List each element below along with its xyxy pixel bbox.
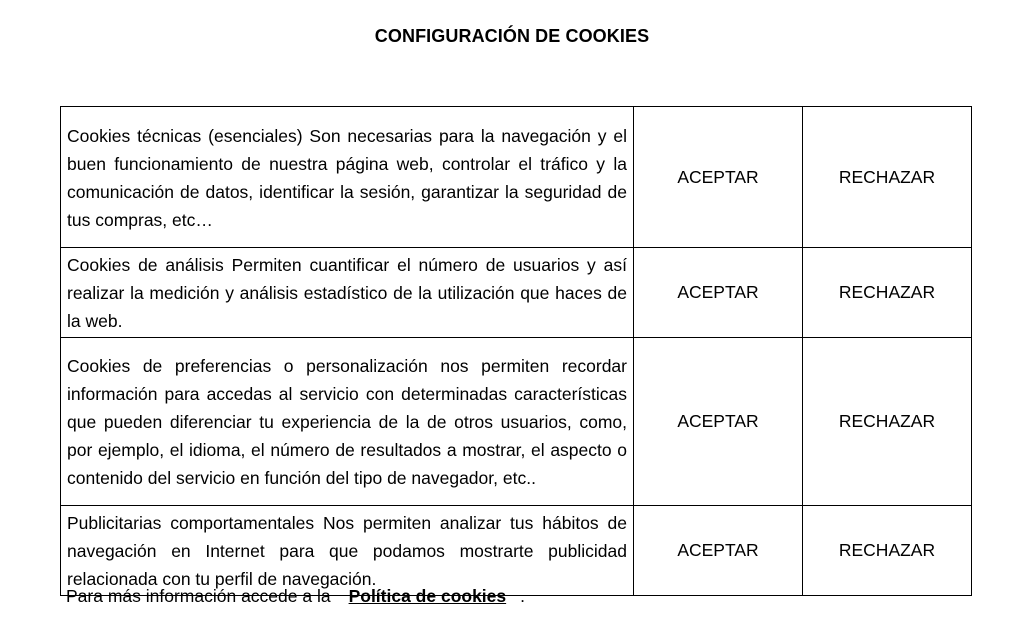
reject-button[interactable]: RECHAZAR [803, 338, 972, 506]
cookie-row-preferences [61, 338, 972, 506]
cookie-description: Cookies de preferencias o personalización nos permiten recordar información para accedas al servicio con determinadas características que pueden diferenciar tu experiencia de la de otros usuarios, como, por ejemplo, el idioma, el número de resultados a mostrar, el aspecto o contenido del servicio en función del tipo de navegador, etc.. [61, 338, 634, 506]
accept-button[interactable]: ACEPTAR [634, 338, 803, 506]
footer-period: . [520, 586, 526, 606]
reject-button[interactable]: RECHAZAR [803, 506, 972, 596]
cookie-row-technical [61, 107, 972, 248]
footer-note [66, 586, 525, 607]
page-title: CONFIGURACIÓN DE COOKIES [374, 26, 650, 46]
cookie-description: Cookies de análisis Permiten cuantificar el número de usuarios y así realizar la medición y análisis estadístico de la utilización que haces de la web. [61, 248, 634, 338]
cookie-policy-link[interactable]: Política de cookies [348, 586, 507, 606]
cookie-description: Publicitarias comportamentales Nos permiten analizar tus hábitos de navegación en Internet para que podamos mostrarte publicidad relacionada con tu perfil de navegación. [61, 506, 634, 596]
cookie-description: Cookies técnicas (esenciales) Son necesarias para la navegación y el buen funcionamiento de nuestra página web, controlar el tráfico y la comunicación de datos, identificar la sesión, garantizar la seguridad de tus compras, etc… [61, 107, 634, 248]
footer-text: Para más información accede a la [66, 586, 331, 606]
cookie-row-advertising [61, 506, 972, 596]
accept-button[interactable]: ACEPTAR [634, 506, 803, 596]
cookie-settings-table [60, 106, 972, 596]
cookie-row-analytics [61, 248, 972, 338]
reject-button[interactable]: RECHAZAR [803, 107, 972, 248]
accept-button[interactable]: ACEPTAR [634, 107, 803, 248]
accept-button[interactable]: ACEPTAR [634, 248, 803, 338]
reject-button[interactable]: RECHAZAR [803, 248, 972, 338]
